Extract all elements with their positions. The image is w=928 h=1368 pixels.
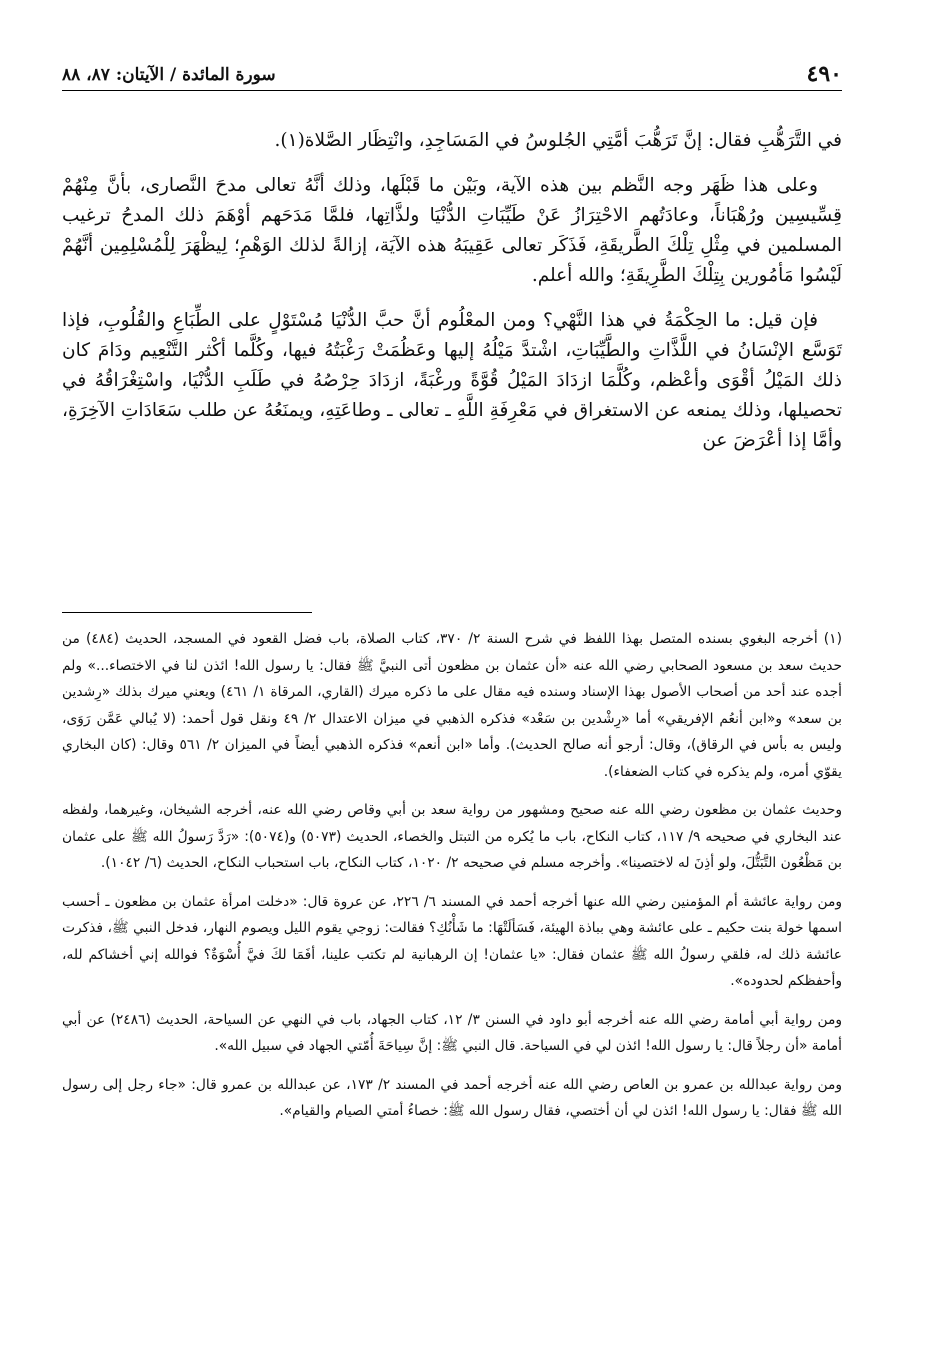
body-paragraph: فإن قيل: ما الحِكْمَةُ في هذا النَّهْي؟ ومن المعْلُوم أنَّ حبَّ الدُّنْيَا مُسْتَوْلٍ على الطِّبَاعِ والقُلُوبِ، فإذا تَوَسَّع الإنْسَانُ في اللَّذَّاتِ والطَّيِّبَاتِ، اشْتدَّ مَيْلُهُ إليها وعَظُمَتْ رَغْبَتُهُ فيها، وكُلَّما أكْثر التَّنْعِيم ودَامَ كان ذلك المَيْلُ أقْوَى وأعْظم، وكُلَّمَا ازدَادَ المَيْلُ قُوَّةً ورغْبَةً، ازدَادَ حِرْصُهُ في طَلَبِ الدُّنْيَا، واسْتِغْرَاقُهُ في تحصيلها، وذلك يمنعه عن الاستغراق في مَعْرِفَةِ اللَّهِ ـ تعالى ـ وطاعَتِهِ، ويمنَعُهُ عن طلب سَعَادَاتِ الآخِرَةِ، وأمَّا إذا أعْرَضَ عن xyxy=(62,310,842,451)
footnote-paragraph: (١) أخرجه البغوي بسنده المتصل بهذا اللفظ في شرح السنة ٢/ ٣٧٠، كتاب الصلاة، باب فضل القعود في المسجد، الحديث (٤٨٤) من حديث سعد بن مسعود الصحابي رضي الله عنه «أن عثمان بن مظعون أتى النبيَّ ﷺ فقال: يا رسول الله! ائذن لنا في الاختصاء...» ولم أجده عند أحد من أصحاب الأصول بهذا الإسناد وسنده فيه مقال على ما ذكره ميرك (القاري، المرقاة ١/ ٤٦١) ويعني ميرك بذلك «رِشدين بن سعد» و«ابن أنعُم الإفريقي» أما «رِشْدين بن سَعْد» فذكره الذهبي في ميزان الاعتدال ٢/ ٤٩ ونقل قول أحمد: (لا يُبالي عَمَّن رَوَى، وليس به بأس في الرقاق)، وقال: أرجو أنه صالح الحديث). وأما «ابن أنعم» فذكره الذهبي أيضاً في الميزان ٢/ ٥٦١ وقال: (كان البخاري يقوّي أمره، ولم يذكره في كتاب الضعفاء). xyxy=(62,631,842,780)
footnote-paragraph: وحديث عثمان بن مظعون رضي الله عنه صحيح ومشهور من رواية سعد بن أبي وقاص رضي الله عنه، أخرجه الشيخان، وغيرهما، ولفظه عند البخاري في صحيحه ٩/ ١١٧، كتاب النكاح، باب ما يُكره من التبتل والخصاء، الحديث (٥٠٧٣) و(٥٠٧٤): «رَدَّ رَسولُ الله ﷺ على عثمان بن مَظْعُون التَّبَتُّلَ، ولو أذِنَ له لاختصينا». وأخرجه مسلم في صحيحه ٢/ ١٠٢٠، كتاب النكاح، باب استحباب النكاح، الحديث (٦/ ١٠٤٢). xyxy=(62,802,842,871)
book-page xyxy=(62,60,842,1360)
footnote-paragraph: ومن رواية عائشة أم المؤمنين رضي الله عنها أخرجه أحمد في المسند ٦/ ٢٢٦، عن عروة قال: «دخلت امرأة عثمان بن مظعون ـ أحسب اسمها خولة بنت حكيم ـ على عائشة وهي بباذة الهيئة، فَسَألَتْهَا: ما شَأْنُكِ؟ فقالت: زوجي يقوم الليل ويصوم النهار، فدخل النبي ﷺ، فذكرت عائشة ذلك له، فلقي رسولُ الله ﷺ عثمان فقال: «يا عثمان! إن الرهبانية لم تكتب علينا، أفَمَا لكَ فيَّ أُسْوَةٌ؟ فوالله إني أخشاكم لله، وأحفظكم لحدوده». xyxy=(62,893,843,989)
footnote-paragraph: ومن رواية عبدالله بن عمرو بن العاص رضي الله عنه أخرجه أحمد في المسند ٢/ ١٧٣، عن عبدالله بن عمرو قال: «جاء رجل إلى رسول الله ﷺ فقال: يا رسول الله! ائذن لي أن أختصي، فقال رسول الله ﷺ: خصاءُ أمتي الصيام والقيام». xyxy=(62,1076,842,1119)
main-text xyxy=(62,126,842,471)
footnotes xyxy=(62,626,842,1137)
page-number: ٤٩٠ xyxy=(806,61,842,87)
footnote-divider xyxy=(62,612,312,613)
body-paragraph: وعلى هذا ظَهَر وجه النَّظم بين هذه الآية، وبَيْن ما قَبْلَها، وذلك أنَّهُ تعالى مدحَ النَّصارى، بأنَّ مِنْهُمْ قِسِّيسِين ورُهْبَاناً، وعادَتُهم الاحْتِرَازُ عَنْ طَيِّبَاتِ الدُّنْيَا ولذَّاتِها، فلمَّا مَدَحَهم أوْهَمَ ذلك المدحُ ترغيب المسلمين في مِثْلِ تِلْكَ الطَّريقَةِ، فَذَكَر تعالى عَقِيبَهُ هذه الآيَة، إزالةً لذلك الوَهْمِ؛ لِيظْهَرَ لِلْمُسْلِمِين أنَّهُمْ لَيْسُوا مَأمُورين بِتِلْكَ الطَّرِيقَةِ؛ والله أعلم. xyxy=(62,175,842,286)
footnote-paragraph: ومن رواية أبي أمامة رضي الله عنه أخرجه أبو داود في السنن ٣/ ١٢، كتاب الجهاد، باب في النهي عن السياحة، الحديث (٢٤٨٦) عن أبي أمامة «أن رجلاً قال: يا رسول الله! ائذن لي في السياحة. قال النبي ﷺ: إنَّ سِياحَةَ أُمّتي الجهاد في سبيل الله». xyxy=(62,1011,843,1054)
running-title: سورة المائدة / الآيتان: ٨٧، ٨٨ xyxy=(62,65,276,85)
body-paragraph: في التَّرَهُّبِ فقال: إنَّ تَرَهُّبَ أمَّتِي الجُلوسُ في المَسَاجِدِ، وانْتِظَار الصَّلاة(١). xyxy=(274,130,842,151)
page-header xyxy=(62,60,842,91)
